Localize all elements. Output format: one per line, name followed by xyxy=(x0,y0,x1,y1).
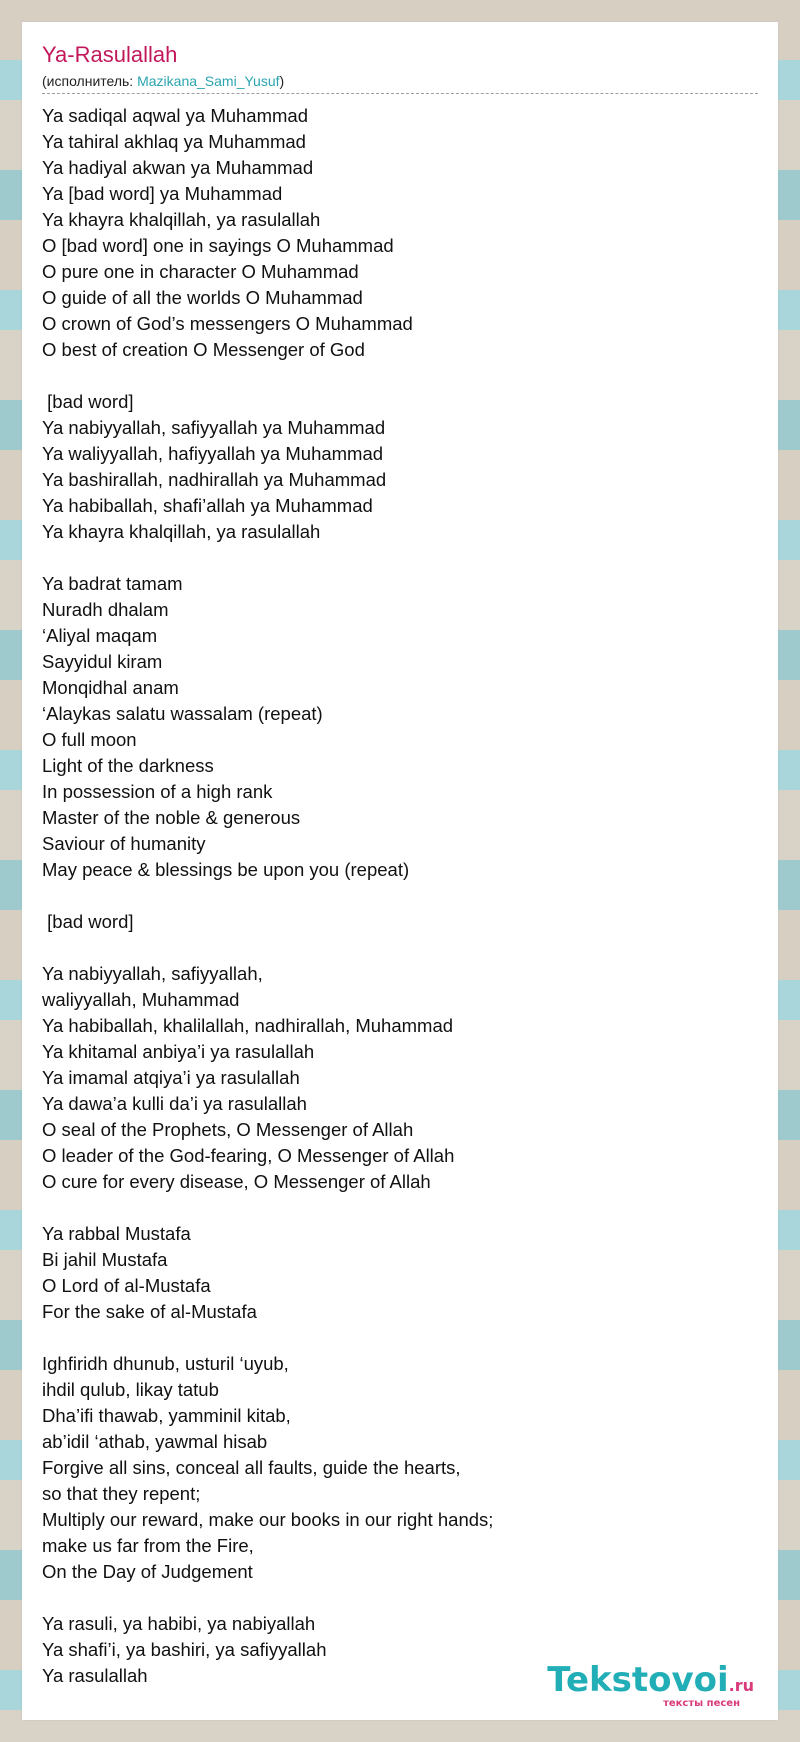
lyric-line: ‘Alaykas salatu wassalam (repeat) xyxy=(42,703,323,724)
lyric-line: Ya hadiyal akwan ya Muhammad xyxy=(42,157,314,178)
lyric-line: Ya habiballah, khalilallah, nadhirallah, Muhammad xyxy=(42,1015,454,1036)
lyric-blank-line xyxy=(42,363,758,389)
song-title: Ya-Rasulallah xyxy=(42,42,178,67)
lyric-line: so that they repent; xyxy=(42,1483,201,1504)
site-logo[interactable] xyxy=(526,1660,756,1720)
lyric-line: Light of the darkness xyxy=(42,755,214,776)
lyric-line: Ya sadiqal aqwal ya Muhammad xyxy=(42,105,308,126)
lyric-line: Ya waliyyallah, hafiyyallah ya Muhammad xyxy=(42,443,384,464)
lyric-line: Ya imamal atqiya’i ya rasulallah xyxy=(42,1067,300,1088)
performer-suffix: ) xyxy=(279,73,285,89)
lyric-line: Ya rasulallah xyxy=(42,1665,148,1686)
lyric-line: O crown of God’s messengers O Muhammad xyxy=(42,313,413,334)
logo-name: Tekstovoi xyxy=(547,1660,729,1700)
lyrics-text xyxy=(42,103,758,1689)
lyric-line: ab’idil ‘athab, yawmal hisab xyxy=(42,1431,268,1452)
lyric-line: O leader of the God-fearing, O Messenger of Allah xyxy=(42,1145,455,1166)
lyric-line: Ya khitamal anbiya’i ya rasulallah xyxy=(42,1041,315,1062)
lyric-line: [bad word] xyxy=(42,911,134,932)
song-header xyxy=(42,42,758,94)
performer-line xyxy=(42,72,758,90)
lyric-line: make us far from the Fire, xyxy=(42,1535,254,1556)
lyric-line: Multiply our reward, make our books in our right hands; xyxy=(42,1509,494,1530)
lyric-blank-line xyxy=(42,1325,758,1351)
lyric-line: Ighfiridh dhunub, usturil ‘uyub, xyxy=(42,1353,289,1374)
lyric-blank-line xyxy=(42,935,758,961)
lyric-line: Sayyidul kiram xyxy=(42,651,163,672)
lyric-line: Saviour of humanity xyxy=(42,833,206,854)
header-divider xyxy=(42,93,758,94)
lyric-line: Ya habiballah, shafi’allah ya Muhammad xyxy=(42,495,373,516)
lyric-line: Ya nabiyyallah, safiyyallah, xyxy=(42,963,263,984)
lyric-line: Ya rasuli, ya habibi, ya nabiyallah xyxy=(42,1613,316,1634)
lyric-line: May peace & blessings be upon you (repeat) xyxy=(42,859,410,880)
lyric-line: In possession of a high rank xyxy=(42,781,273,802)
lyric-line: Bi jahil Mustafa xyxy=(42,1249,168,1270)
lyric-line: Ya dawa’a kulli da’i ya rasulallah xyxy=(42,1093,307,1114)
lyric-line: O cure for every disease, O Messenger of Allah xyxy=(42,1171,431,1192)
lyric-line: O Lord of al-Mustafa xyxy=(42,1275,211,1296)
lyric-line: Ya khayra khalqillah, ya rasulallah xyxy=(42,521,321,542)
lyric-line: Ya bashirallah, nadhirallah ya Muhammad xyxy=(42,469,387,490)
lyric-line: O seal of the Prophets, O Messenger of Allah xyxy=(42,1119,414,1140)
lyric-line: ihdil qulub, likay tatub xyxy=(42,1379,219,1400)
lyric-line: O pure one in character O Muhammad xyxy=(42,261,359,282)
lyric-line: Ya nabiyyallah, safiyyallah ya Muhammad xyxy=(42,417,386,438)
lyric-line: Forgive all sins, conceal all faults, guide the hearts, xyxy=(42,1457,461,1478)
lyric-blank-line xyxy=(42,545,758,571)
lyric-line: waliyyallah, Muhammad xyxy=(42,989,240,1010)
performer-link[interactable]: Mazikana_Sami_Yusuf xyxy=(137,73,280,89)
lyric-line: Ya khayra khalqillah, ya rasulallah xyxy=(42,209,321,230)
lyric-blank-line xyxy=(42,1195,758,1221)
lyric-blank-line xyxy=(42,883,758,909)
lyric-line: Monqidhal anam xyxy=(42,677,179,698)
lyric-line: Ya [bad word] ya Muhammad xyxy=(42,183,283,204)
lyric-line: Ya tahiral akhlaq ya Muhammad xyxy=(42,131,306,152)
lyric-line: O full moon xyxy=(42,729,137,750)
lyric-line: [bad word] xyxy=(42,391,134,412)
lyric-line: O guide of all the worlds O Muhammad xyxy=(42,287,363,308)
lyric-line: On the Day of Judgement xyxy=(42,1561,253,1582)
lyric-line: ‘Aliyal maqam xyxy=(42,625,158,646)
lyric-line: Master of the noble & generous xyxy=(42,807,301,828)
logo-tagline: тексты песен xyxy=(663,1698,740,1709)
performer-prefix: (исполнитель: xyxy=(42,73,138,89)
lyric-line: Nuradh dhalam xyxy=(42,599,169,620)
lyric-line: O [bad word] one in sayings O Muhammad xyxy=(42,235,394,256)
lyric-blank-line xyxy=(42,1585,758,1611)
lyric-line: Dha’ifi thawab, yamminil kitab, xyxy=(42,1405,291,1426)
lyric-line: For the sake of al-Mustafa xyxy=(42,1301,257,1322)
lyrics-card xyxy=(22,22,778,1720)
logo-tld: .ru xyxy=(728,1676,754,1695)
lyric-line: O best of creation O Messenger of God xyxy=(42,339,365,360)
lyric-line: Ya badrat tamam xyxy=(42,573,183,594)
lyric-line: Ya rabbal Mustafa xyxy=(42,1223,191,1244)
lyric-line: Ya shafi’i, ya bashiri, ya safiyyallah xyxy=(42,1639,327,1660)
